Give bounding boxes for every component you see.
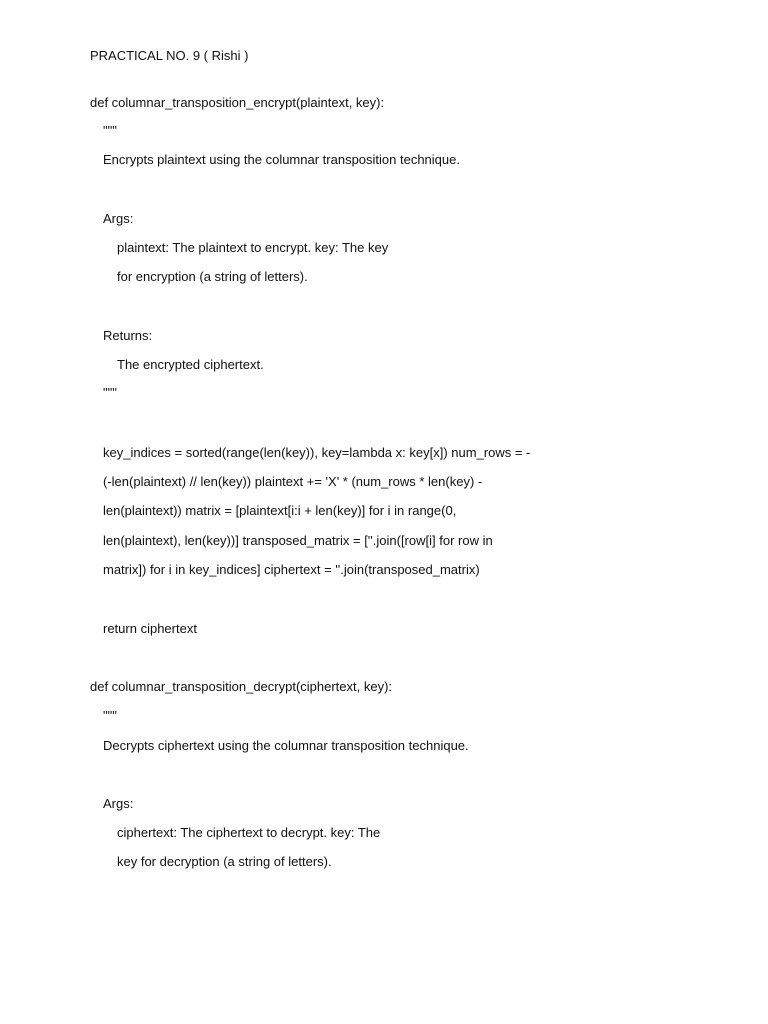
encrypt-code-line: (-len(plaintext) // len(key)) plaintext += 'X' * (num_rows * len(key) - (103, 474, 483, 489)
encrypt-return-line: return ciphertext (103, 621, 197, 636)
encrypt-code-line: len(plaintext)) matrix = [plaintext[i:i + len(key)] for i in range(0, (103, 503, 457, 518)
encrypt-def-line: def columnar_transposition_encrypt(plaintext, key): (90, 95, 385, 110)
encrypt-docstring-close: """ (103, 385, 117, 400)
encrypt-returns-line: The encrypted ciphertext. (117, 357, 264, 372)
encrypt-description: Encrypts plaintext using the columnar transposition technique. (103, 152, 460, 167)
encrypt-docstring-open: """ (103, 123, 117, 138)
document-title: PRACTICAL NO. 9 ( Rishi ) (90, 48, 249, 63)
decrypt-args-line-2: key for decryption (a string of letters). (117, 854, 332, 869)
decrypt-args-heading: Args: (103, 796, 134, 811)
encrypt-code-line: matrix]) for i in key_indices] ciphertext = ''.join(transposed_matrix) (103, 562, 480, 577)
decrypt-description: Decrypts ciphertext using the columnar transposition technique. (103, 738, 469, 753)
decrypt-docstring-open: """ (103, 708, 117, 723)
encrypt-args-heading: Args: (103, 211, 134, 226)
decrypt-args-line-1: ciphertext: The ciphertext to decrypt. key: The (117, 825, 381, 840)
encrypt-args-line-2: for encryption (a string of letters). (117, 269, 308, 284)
encrypt-args-line-1: plaintext: The plaintext to encrypt. key: The key (117, 240, 389, 255)
decrypt-def-line: def columnar_transposition_decrypt(ciphertext, key): (90, 679, 393, 694)
encrypt-code-line: key_indices = sorted(range(len(key)), key=lambda x: key[x]) num_rows = - (103, 445, 531, 460)
encrypt-code-line: len(plaintext), len(key))] transposed_matrix = [''.join([row[i] for row in (103, 533, 493, 548)
encrypt-returns-heading: Returns: (103, 328, 153, 343)
